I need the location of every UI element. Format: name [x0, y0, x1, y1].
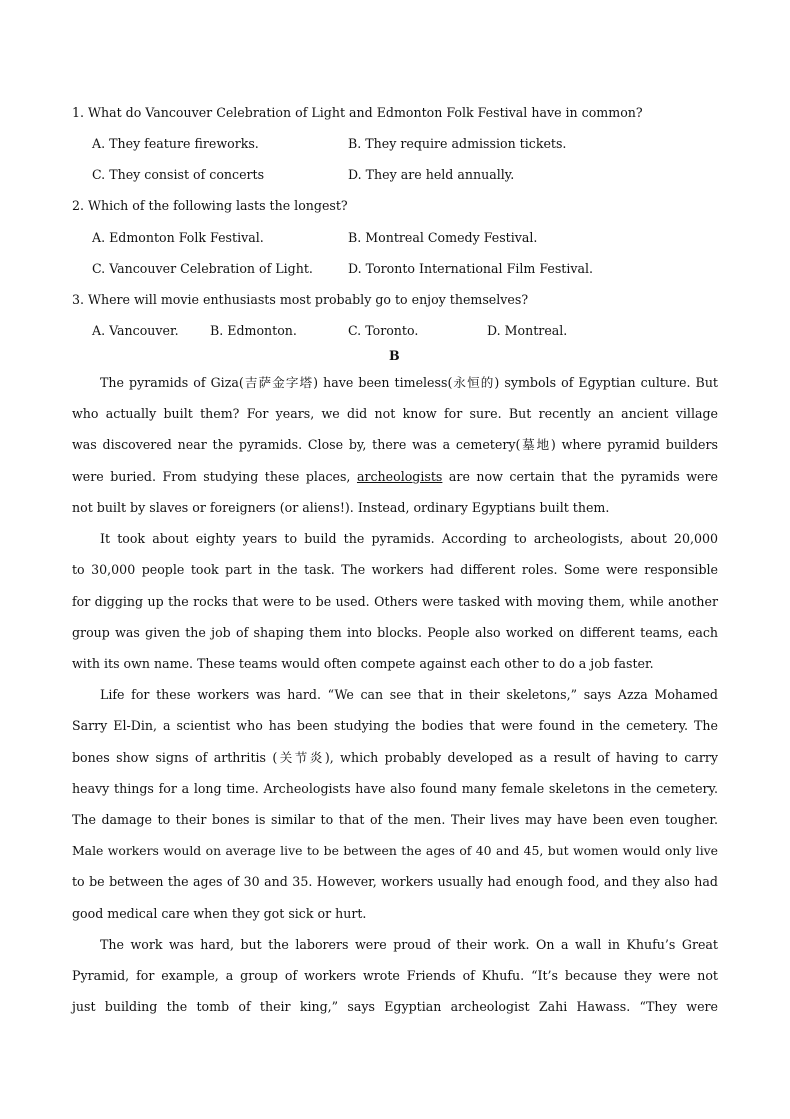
- passage-p1-line-5: not built by slaves or foreigners (or aliens!). Instead, ordinary Egyptians built them.: [72, 500, 610, 515]
- passage-p4-line-1: The work was hard, but the laborers were proud of their work. On a wall in Khufu’s Great: [100, 937, 718, 952]
- passage-p4-line-3: just building the tomb of their king,” says Egyptian archeologist Zahi Hawass. “They were: [72, 999, 718, 1014]
- passage-p3-line-4: heavy things for a long time. Archeologists have also found many female skeletons in the cemetery.: [72, 781, 718, 796]
- passage-p2-line-2: to 30,000 people took part in the task. The workers had different roles. Some were responsible: [72, 562, 718, 577]
- passage-p3-line-3: bones show signs of arthritis (关节炎), which probably developed as a result of having to carry: [72, 750, 718, 765]
- passage-p2-line-5: with its own name. These teams would often compete against each other to do a job faster.: [72, 656, 654, 671]
- question-2-option-d: D. Toronto International Film Festival.: [348, 261, 594, 276]
- passage-p1-line-2: who actually built them? For years, we did not know for sure. But recently an ancient village: [72, 406, 718, 421]
- passage-p4-line-2: Pyramid, for example, a group of workers wrote Friends of Khufu. “It’s because they were not: [72, 968, 718, 983]
- question-2-stem: 2. Which of the following lasts the longest?: [72, 198, 348, 213]
- question-3-option-d: D. Montreal.: [487, 323, 568, 338]
- passage-p3-line-6: Male workers would on average live to be between the ages of 40 and 45, but women would only live: [72, 843, 718, 858]
- passage-p3-line-7: to be between the ages of 30 and 35. However, workers usually had enough food, and they also had: [72, 874, 718, 889]
- passage-p2-line-4: group was given the job of shaping them into blocks. People also worked on different teams, each: [72, 625, 718, 640]
- passage-p3-line-1: Life for these workers was hard. “We can see that in their skeletons,” says Azza Mohamed: [100, 687, 718, 702]
- question-1-option-a: A. They feature fireworks.: [92, 136, 259, 151]
- passage-p1-line-4-start: were buried. From studying these places,: [72, 469, 351, 484]
- underlined-word-archeologists: archeologists: [356, 469, 443, 484]
- passage-p1-line-3: was discovered near the pyramids. Close by, there was a cemetery(墓地) where pyramid builders: [72, 437, 718, 452]
- question-3-stem: 3. Where will movie enthusiasts most probably go to enjoy themselves?: [72, 292, 529, 307]
- passage-p3-line-5: The damage to their bones is similar to that of the men. Their lives may have been even tougher.: [72, 812, 718, 827]
- question-3-option-b: B. Edmonton.: [210, 323, 297, 338]
- question-2-option-b: B. Montreal Comedy Festival.: [348, 230, 538, 245]
- passage-p2-line-3: for digging up the rocks that were to be used. Others were tasked with moving them, while another: [72, 594, 718, 609]
- passage-p2-line-1: It took about eighty years to build the pyramids. According to archeologists, about 20,000: [100, 531, 718, 546]
- question-3-option-a: A. Vancouver.: [92, 323, 179, 338]
- question-1-option-b: B. They require admission tickets.: [348, 136, 567, 151]
- passage-p3-line-2: Sarry El-Din, a scientist who has been studying the bodies that were found in the cemetery. The: [72, 718, 718, 733]
- passage-p1-line-4: [72, 469, 718, 485]
- question-1-stem: 1. What do Vancouver Celebration of Light and Edmonton Folk Festival have in common?: [72, 105, 643, 120]
- passage-p1-line-1: The pyramids of Giza(吉萨金字塔) have been timeless(永恒的) symbols of Egyptian culture. But: [100, 375, 718, 390]
- question-1-option-c: C. They consist of concerts: [92, 167, 265, 182]
- passage-p3-line-8: good medical care when they got sick or hurt.: [72, 906, 367, 921]
- passage-p1-line-4-end: are now certain that the pyramids were: [448, 469, 718, 484]
- question-2-option-c: C. Vancouver Celebration of Light.: [92, 261, 313, 276]
- section-heading: B: [389, 348, 400, 363]
- question-1-option-d: D. They are held annually.: [348, 167, 515, 182]
- question-2-option-a: A. Edmonton Folk Festival.: [92, 230, 264, 245]
- question-3-option-c: C. Toronto.: [348, 323, 419, 338]
